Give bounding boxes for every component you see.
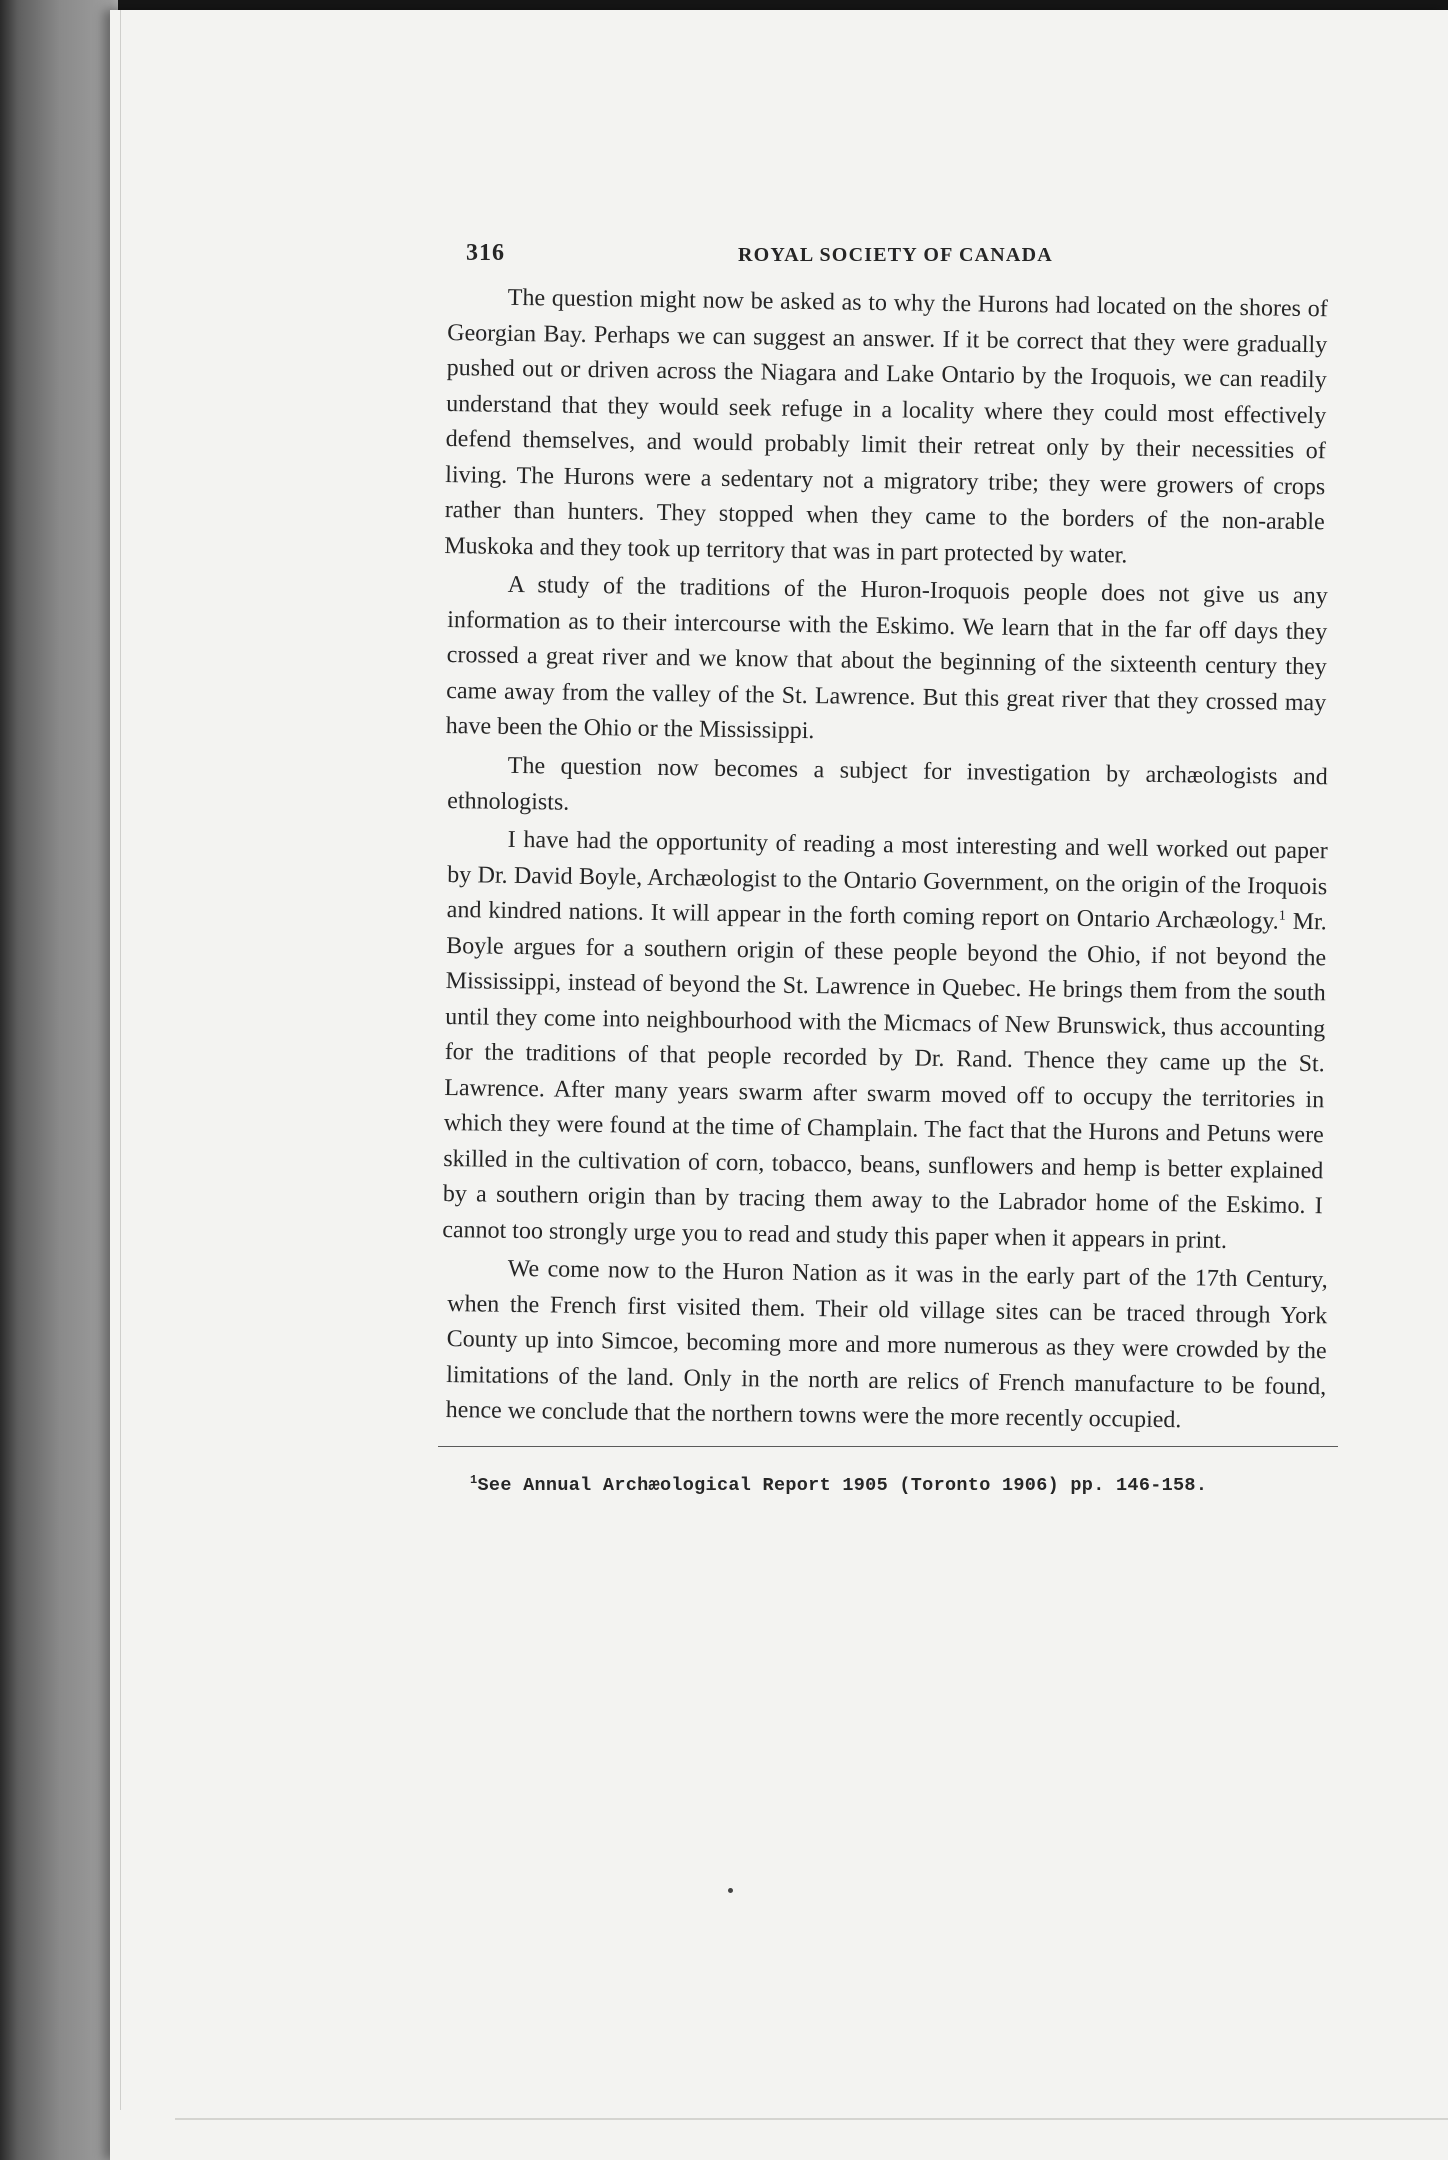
boyle-text-part-2: Mr. Boyle argues for a southern origin of these people beyond the Ohio, if not beyond the Mississippi, instead of beyond the St. Lawrence in Quebec. He brings them from the south until they come into neighbourhood with the Micmacs of New Brunswick, thus accounting for the traditions of that people recorded by Dr. Rand. Thence they came up the St. Lawrence. After many years swarm after swarm moved off to occupy the territories in which they were found at the time of Champlain. The fact that the Hurons and Petuns were skilled in the cultivation of corn, tobacco, beans, sunflowers and hemp is better explained by a southern origin than by tracing them away to the Labrador home of the Eskimo. I cannot too strongly urge you to read and study this paper when it appears in print.: [442, 908, 1327, 1253]
page-content: [442, 240, 1328, 1497]
running-head: [448, 240, 1328, 280]
scan-left-shadow: [0, 0, 118, 2160]
page-speck: [728, 1888, 733, 1893]
paragraph-investigation: The question now becomes a subject for investigation by archæologists and ethnologists.: [447, 752, 1328, 815]
paragraph-hurons-location: The question might now be asked as to why the Hurons had located on the shores of Georgian Bay. Perhaps we can suggest an answer. If it be correct that they were gradually pushed out or driven across the Niagara and Lake Ontario by the Iroquois, we can readily understand that they would seek refuge in a locality where they could most effectively defend themselves, and would probably limit their retreat only by their necessities of living. The Hurons were a sedentary not a migratory tribe; they were growers of crops rather than hunters. They stopped when they came to the borders of the non-arable Muskoka and they took up territory that was in part protected by water.: [444, 284, 1328, 569]
footnote-reference: 1: [1278, 908, 1286, 924]
footnote: [470, 1473, 1328, 1496]
running-head-title: ROYAL SOCIETY OF CANADA: [738, 244, 1053, 266]
page-number: 316: [466, 240, 505, 266]
page-bottom-edge: [175, 2118, 1448, 2120]
paragraph-traditions: A study of the traditions of the Huron-Iroquois people does not give us any information as to their intercourse with the Eskimo. We learn that in the far off days they crossed a great river and we know that about the beginning of the sixteenth century they came away from the valley of the St. Lawrence. But this great river that they crossed may have been the Ohio or the Mississippi.: [445, 571, 1328, 745]
footnote-divider: [438, 1446, 1338, 1447]
paragraph-huron-nation: We come now to the Huron Nation as it was in the early part of the 17th Century, when the French first visited them. Their old village sites can be traced through York County up into Simcoe, becoming more and more numerous as they were crowded by the limitations of the land. Only in the north are relics of French manufacture to be found, hence we conclude that the northern towns were the more recently occupied.: [445, 1255, 1328, 1433]
boyle-text-part-1: I have had the opportunity of reading a most interesting and well worked out paper by Dr. David Boyle, Archæologist to the Ontario Government, on the origin of the Iroquois and kindred nations. It will appear in the forth coming report on Ontario Archæology.: [446, 826, 1328, 935]
paragraph-boyle-paper: [442, 822, 1328, 1260]
footnote-marker: 1: [470, 1473, 478, 1487]
page-edge-line: [120, 10, 121, 2110]
footnote-text: See Annual Archæological Report 1905 (Toronto 1906) pp. 146-158.: [477, 1475, 1208, 1497]
